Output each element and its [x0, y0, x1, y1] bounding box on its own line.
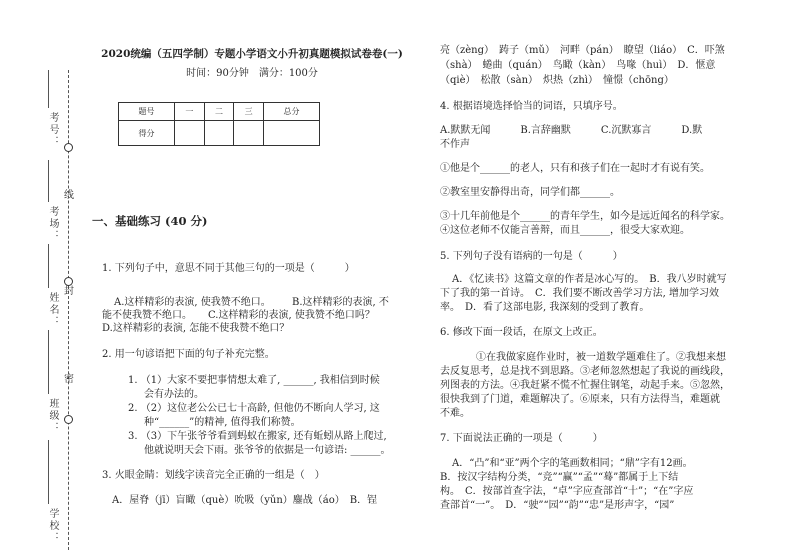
q6-line-2: 去反复思考，总是找不到思路。③老师忽然想起了我说的画线段， [440, 366, 730, 377]
q7-line-1: A．“凸”和“亚”两个字的笔画数相同；“鼎”字有12画。 [452, 458, 693, 469]
q1-option-a: A.这样精彩的表演, 使我赞不绝口。 [114, 297, 271, 308]
score-cell[interactable] [234, 121, 264, 146]
q5-stem: 5. 下列句子没有语病的一句是（ ） [440, 251, 623, 262]
q7-line-2: B．按汉字结构分类，“竞”“赢”“孟”“蓦”都属于上下结 [440, 472, 679, 483]
q6-line-5: 不难。 [440, 408, 470, 419]
section-heading: 一、基础练习 (40 分) [92, 214, 208, 228]
name-blank[interactable] [48, 244, 49, 288]
q7-line-3: 构。 C．按部首查字法，“卓”字应查部首“十”；“在”字应 [440, 486, 694, 497]
score-header-cell: 一 [175, 103, 205, 121]
q1-option-b-cont: 能不使我赞不绝口。 [102, 310, 192, 321]
exam-room-blank[interactable] [48, 160, 49, 202]
q2-item-2: 2. （2）这位老公公已七十高龄, 但他仍不断向人学习, 这 [128, 403, 380, 414]
binding-fold-line [68, 70, 69, 550]
score-header-cell: 三 [234, 103, 264, 121]
score-header-cell: 二 [204, 103, 234, 121]
exam-number-label: 考号： [47, 112, 58, 148]
q2-item-1: 1. （1）大家不要把事情想太难了, ______, 我相信到时候 [128, 375, 380, 386]
q1-option-c: C.这样精彩的表演, 使我赞不绝口吗？ [208, 310, 375, 321]
class-label: 班级： [47, 398, 58, 434]
binding-hole-3 [64, 415, 73, 424]
q1-option-d: D.这样精彩的表演, 怎能不使我赞不绝口？ [102, 323, 290, 334]
q4-options-cont: 不作声 [440, 139, 470, 150]
score-cell[interactable] [175, 121, 205, 146]
q7-stem: 7. 下面说法正确的一项是（ ） [440, 433, 603, 444]
score-header-cell: 题号 [119, 103, 175, 121]
q4-sentence-2: ②教室里安静得出奇，同学们都______。 [440, 187, 620, 198]
q4-stem: 4. 根据语境选择恰当的词语，只填序号。 [440, 101, 623, 112]
q3-cont-line-1: 亮（zèng） 踌子（mǔ） 河畔（pán） 瞭望（liáo） C．吓煞 [440, 45, 725, 56]
school-label: 学校： [47, 508, 58, 544]
score-cell[interactable] [204, 121, 234, 146]
exam-title: 2020统编（五四学制）专题小学语文小升初真题模拟试卷卷(一) [101, 48, 403, 60]
q3-stem: 3. 火眼金睛：划线字读音完全正确的一组是（ ） [102, 470, 325, 481]
score-table [118, 102, 320, 146]
q5-line-1: A．《忆读书》这篇文章的作者是冰心写的。 B．我八岁时就写 [452, 274, 727, 285]
score-row-label: 得分 [119, 121, 175, 146]
binding-hole-1 [64, 143, 73, 152]
q6-line-1: ①在我做家庭作业时，被一道数学题难住了。②我想来想 [476, 352, 726, 363]
fold-mark: 线 [64, 190, 74, 201]
q4-sentence-1: ①他是个______的老人，只有和孩子们在一起时才有说有笑。 [440, 163, 710, 174]
score-cell[interactable] [263, 121, 319, 146]
q5-line-2: 下了我的第一首诗。 C．我们要不断改善学习方法, 增加学习效 [440, 288, 720, 299]
q2-item-2-cont: 种“______”的精神, 值得我们称赞。 [144, 417, 301, 428]
q6-line-3: 列图表的方法。④我赶紧不慌不忙握住钢笔，动起手来。⑤忽然， [440, 380, 730, 391]
q4-sentence-4: ④这位老师不仅能言善辩，而且______，很受大家欢迎。 [440, 225, 690, 236]
score-header-cell: 总分 [263, 103, 319, 121]
q1-stem: 1. 下列句子中，意思不同于其他三句的一项是（ ） [102, 263, 355, 274]
q6-stem: 6. 修改下面一段话，在原文上改正。 [440, 327, 603, 338]
q3-option-a: A．屋脊（jī）盲瞰（què）吮吸（yǔn）鏖战（áo） B．锃 [112, 495, 378, 506]
name-label: 姓名： [47, 292, 58, 328]
q3-cont-line-3: （qiè） 松散（sàn） 炽热（zhì） 憧憬（chōng） [440, 75, 674, 86]
q2-item-3-cont: 他就说明天会下雨。张爷爷的依据是一句谚语: ______。 [144, 445, 391, 456]
exam-number-blank[interactable] [48, 70, 49, 108]
dense-mark: 密 [64, 374, 74, 385]
q2-item-1-cont: 会有办法的。 [144, 389, 204, 400]
q1-option-b: B.这样精彩的表演, 不 [292, 297, 389, 308]
q4-sentence-3: ③十几年前他是个______的青年学生，如今是远近闻名的科学家。 [440, 211, 730, 222]
q7-line-4: 查部首“一”。 D．“驶”“园”“韵”“忠”是形声字，“园” [440, 500, 675, 511]
q2-item-3: 3. （3）下午张爷爷看到蚂蚁在搬家, 还有蚯蚓从路上爬过, [128, 431, 387, 442]
exam-subtitle: 时间：90分钟 满分：100分 [186, 68, 318, 79]
seal-mark: 封 [64, 286, 74, 297]
q4-options: A.默默无闻 B.言辞幽默 C.沉默寡言 D.默 [440, 125, 703, 136]
q5-line-3: 率。 D．看了这部电影, 我深刻的受到了教育。 [440, 302, 650, 313]
exam-room-label: 考场： [47, 206, 58, 242]
q3-cont-line-2: （shà） 蜷曲（quán） 鸟瞰（kàn） 鸟喙（huì） D．惬意 [440, 60, 716, 71]
school-blank[interactable] [48, 440, 49, 504]
q6-line-4: 很快我到了门道，难题解决了。⑥原来，只有方法得当，难题就 [440, 394, 720, 405]
q2-stem: 2. 用一句谚语把下面的句子补充完整。 [102, 349, 275, 360]
class-blank[interactable] [48, 330, 49, 394]
